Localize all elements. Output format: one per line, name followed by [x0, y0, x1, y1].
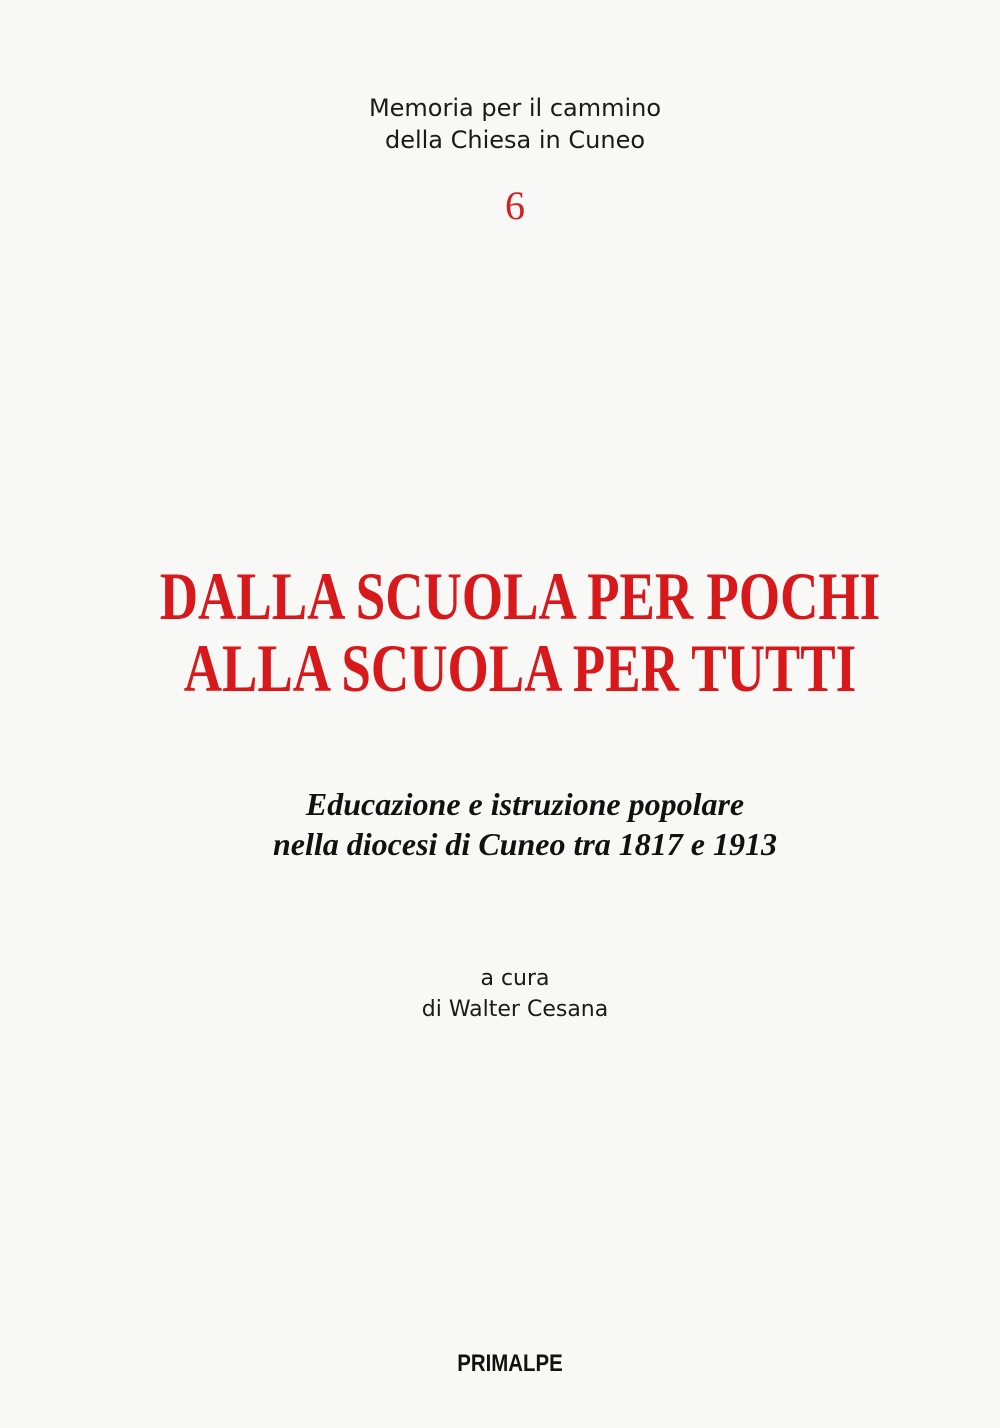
editor-line-1: a cura	[480, 966, 550, 991]
series-line-1: Memoria per il cammino	[368, 94, 662, 122]
subtitle-line-1: Educazione e istruzione popolare	[305, 786, 745, 822]
book-title	[114, 560, 925, 704]
title-line-1: DALLA SCUOLA PER POCHI	[159, 558, 881, 634]
series-number: 6	[505, 183, 525, 228]
editor-line-2: di Walter Cesana	[421, 997, 609, 1022]
book-subtitle	[0, 784, 1000, 864]
title-line-2: ALLA SCUOLA PER TUTTI	[183, 630, 857, 706]
subtitle-line-2: nella diocesi di Cuneo tra 1817 e 1913	[273, 826, 777, 862]
publisher-name: PRIMALPE	[457, 1350, 563, 1377]
series-name	[0, 92, 1000, 156]
editor-credit	[0, 963, 1000, 1025]
series-line-2: della Chiesa in Cuneo	[384, 126, 646, 154]
